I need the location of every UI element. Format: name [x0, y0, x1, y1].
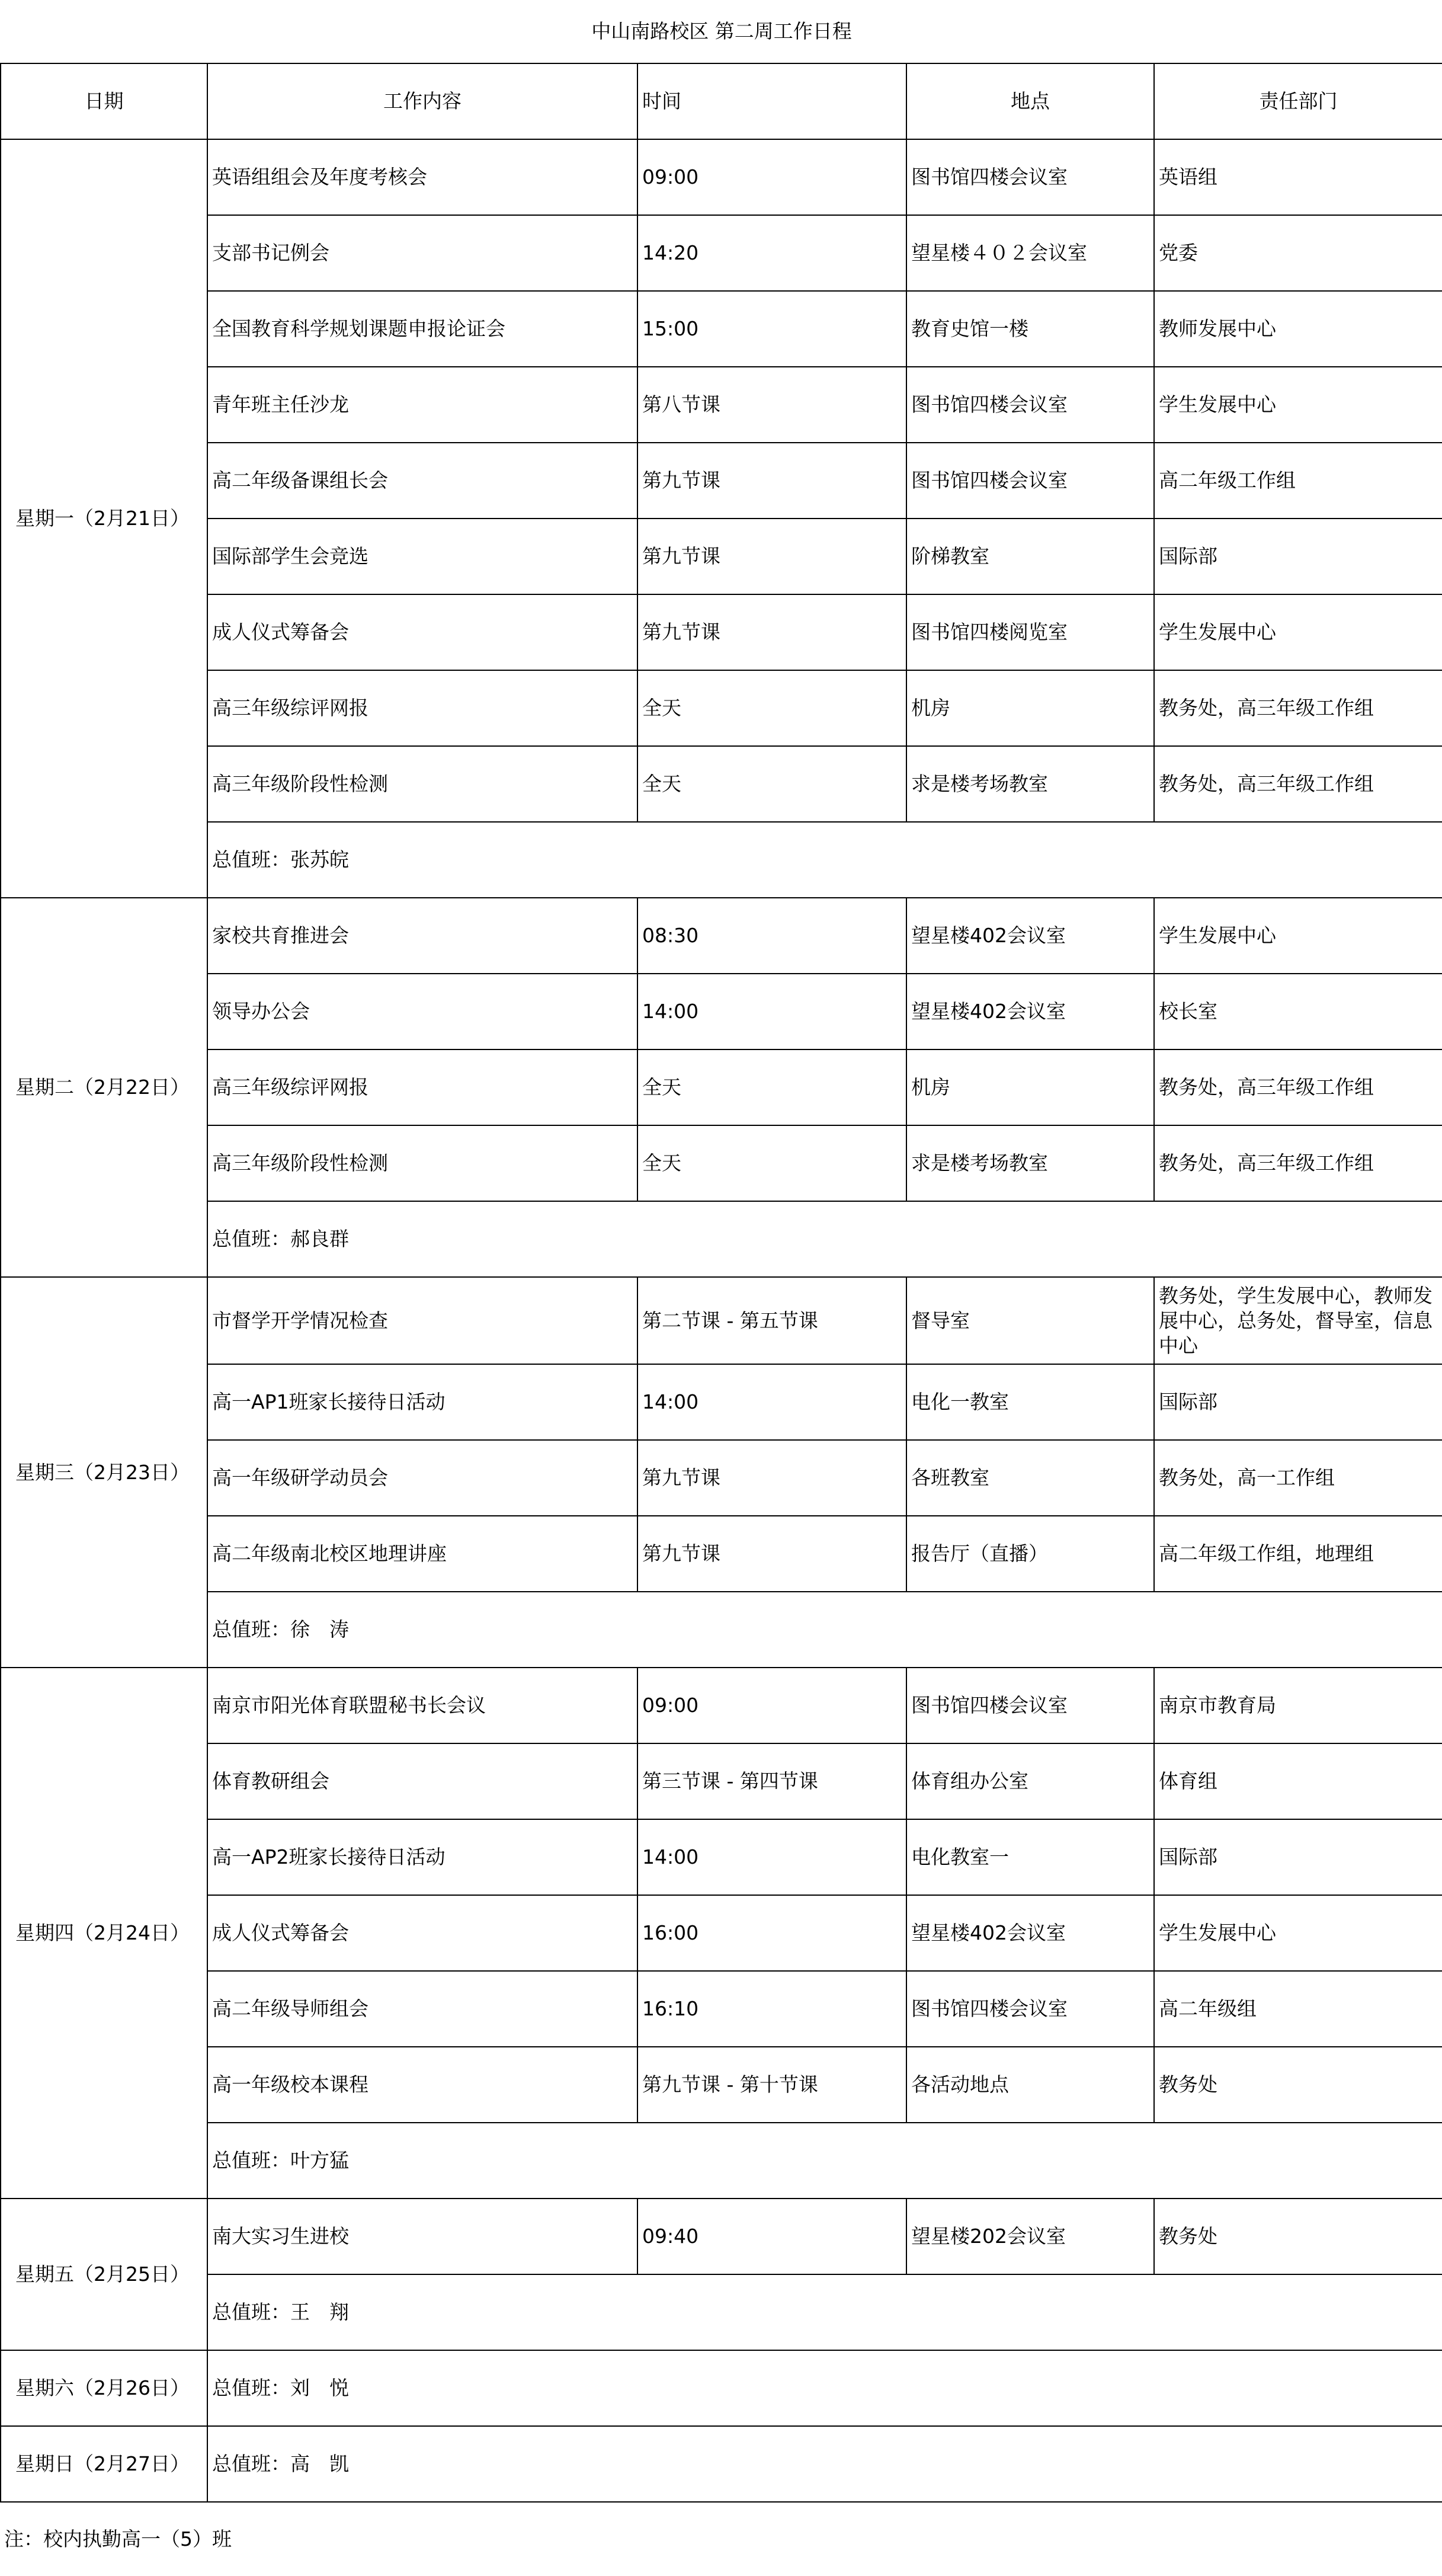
duty-row [1, 822, 1442, 898]
event-time: 14:00 [637, 974, 906, 1049]
event-place: 图书馆四楼会议室 [906, 1971, 1154, 2047]
event-time: 全天 [637, 670, 906, 746]
event-time: 14:00 [637, 1364, 906, 1440]
event-content: 市督学开学情况检查 [207, 1277, 637, 1364]
event-place: 望星楼202会议室 [906, 2199, 1154, 2274]
table-row [1, 2199, 1442, 2274]
table-row [1, 1819, 1442, 1895]
duty-row [1, 2350, 1442, 2426]
table-row [1, 367, 1442, 443]
event-dept: 教师发展中心 [1154, 291, 1442, 367]
note-row [1, 2502, 1442, 2576]
event-place: 求是楼考场教室 [906, 1125, 1154, 1201]
date-cell: 星期日（2月27日） [1, 2426, 207, 2502]
duty-cell: 总值班：王 翔 [207, 2274, 1442, 2350]
event-time: 全天 [637, 1049, 906, 1125]
event-dept: 教务处，高三年级工作组 [1154, 1049, 1442, 1125]
event-time: 第九节课 - 第十节课 [637, 2047, 906, 2123]
event-content: 国际部学生会竞选 [207, 519, 637, 594]
event-time: 14:20 [637, 215, 906, 291]
table-row [1, 1743, 1442, 1819]
event-content: 高二年级导师组会 [207, 1971, 637, 2047]
event-place: 图书馆四楼会议室 [906, 443, 1154, 519]
duty-cell: 总值班：张苏皖 [207, 822, 1442, 898]
table-row [1, 1277, 1442, 1364]
event-time: 第九节课 [637, 1516, 906, 1592]
table-row [1, 1516, 1442, 1592]
event-time: 09:00 [637, 1668, 906, 1743]
event-content: 成人仪式筹备会 [207, 594, 637, 670]
event-place: 阶梯教室 [906, 519, 1154, 594]
event-time: 09:40 [637, 2199, 906, 2274]
event-content: 领导办公会 [207, 974, 637, 1049]
event-content: 家校共育推进会 [207, 898, 637, 974]
table-row [1, 594, 1442, 670]
table-row [1, 139, 1442, 215]
event-place: 图书馆四楼会议室 [906, 1668, 1154, 1743]
event-content: 支部书记例会 [207, 215, 637, 291]
event-place: 电化教室一 [906, 1819, 1154, 1895]
event-content: 南大实习生进校 [207, 2199, 637, 2274]
event-place: 各班教室 [906, 1440, 1154, 1516]
event-content: 高三年级阶段性检测 [207, 746, 637, 822]
duty-cell: 总值班：刘 悦 [207, 2350, 1442, 2426]
table-row [1, 1364, 1442, 1440]
event-dept: 校长室 [1154, 974, 1442, 1049]
event-dept: 学生发展中心 [1154, 898, 1442, 974]
event-time: 第八节课 [637, 367, 906, 443]
event-dept: 学生发展中心 [1154, 367, 1442, 443]
table-row [1, 974, 1442, 1049]
event-content: 高三年级阶段性检测 [207, 1125, 637, 1201]
event-content: 高三年级综评网报 [207, 670, 637, 746]
event-time: 第九节课 [637, 443, 906, 519]
event-place: 督导室 [906, 1277, 1154, 1364]
duty-row [1, 1201, 1442, 1277]
event-content: 青年班主任沙龙 [207, 367, 637, 443]
event-place: 机房 [906, 670, 1154, 746]
event-time: 第二节课 - 第五节课 [637, 1277, 906, 1364]
duty-cell: 总值班：郝良群 [207, 1201, 1442, 1277]
event-dept: 教务处 [1154, 2199, 1442, 2274]
table-row [1, 746, 1442, 822]
event-time: 16:00 [637, 1895, 906, 1971]
event-place: 机房 [906, 1049, 1154, 1125]
event-time: 09:00 [637, 139, 906, 215]
event-dept: 教务处，高一工作组 [1154, 1440, 1442, 1516]
note-text: 注：校内执勤高一（5）班 [1, 2502, 1442, 2576]
event-content: 高二年级备课组长会 [207, 443, 637, 519]
event-dept: 教务处，高三年级工作组 [1154, 670, 1442, 746]
duty-row [1, 2123, 1442, 2199]
event-dept: 国际部 [1154, 519, 1442, 594]
date-cell: 星期一（2月21日） [1, 139, 207, 898]
event-place: 望星楼402会议室 [906, 898, 1154, 974]
event-place: 图书馆四楼会议室 [906, 367, 1154, 443]
event-dept: 学生发展中心 [1154, 594, 1442, 670]
table-row [1, 1971, 1442, 2047]
event-dept: 高二年级工作组，地理组 [1154, 1516, 1442, 1592]
event-time: 全天 [637, 1125, 906, 1201]
event-content: 高一年级研学动员会 [207, 1440, 637, 1516]
event-time: 全天 [637, 746, 906, 822]
table-row [1, 215, 1442, 291]
event-dept: 南京市教育局 [1154, 1668, 1442, 1743]
event-place: 各活动地点 [906, 2047, 1154, 2123]
event-place: 体育组办公室 [906, 1743, 1154, 1819]
event-dept: 英语组 [1154, 139, 1442, 215]
event-content: 体育教研组会 [207, 1743, 637, 1819]
page-title: 中山南路校区 第二周工作日程 [1, 0, 1442, 63]
event-place: 求是楼考场教室 [906, 746, 1154, 822]
event-time: 第九节课 [637, 1440, 906, 1516]
event-dept: 国际部 [1154, 1364, 1442, 1440]
event-time: 16:10 [637, 1971, 906, 2047]
event-content: 高一年级校本课程 [207, 2047, 637, 2123]
event-time: 第三节课 - 第四节课 [637, 1743, 906, 1819]
title-row [1, 0, 1442, 63]
event-content: 高二年级南北校区地理讲座 [207, 1516, 637, 1592]
event-time: 15:00 [637, 291, 906, 367]
event-place: 望星楼４０２会议室 [906, 215, 1154, 291]
table-row [1, 1125, 1442, 1201]
event-dept: 体育组 [1154, 1743, 1442, 1819]
table-row [1, 670, 1442, 746]
event-dept: 教务处，学生发展中心，教师发展中心，总务处，督导室，信息中心 [1154, 1277, 1442, 1364]
header-row [1, 63, 1442, 139]
event-dept: 教务处 [1154, 2047, 1442, 2123]
event-content: 全国教育科学规划课题申报论证会 [207, 291, 637, 367]
table-row [1, 1440, 1442, 1516]
event-time: 14:00 [637, 1819, 906, 1895]
header-content: 工作内容 [207, 63, 637, 139]
table-row [1, 1049, 1442, 1125]
header-place: 地点 [906, 63, 1154, 139]
event-content: 高一AP2班家长接待日活动 [207, 1819, 637, 1895]
event-content: 英语组组会及年度考核会 [207, 139, 637, 215]
event-place: 报告厅（直播） [906, 1516, 1154, 1592]
table-row [1, 443, 1442, 519]
duty-cell: 总值班：徐 涛 [207, 1592, 1442, 1668]
event-time: 第九节课 [637, 594, 906, 670]
event-dept: 教务处，高三年级工作组 [1154, 1125, 1442, 1201]
event-content: 成人仪式筹备会 [207, 1895, 637, 1971]
event-content: 高三年级综评网报 [207, 1049, 637, 1125]
event-dept: 高二年级工作组 [1154, 443, 1442, 519]
header-time: 时间 [637, 63, 906, 139]
table-row [1, 898, 1442, 974]
event-dept: 国际部 [1154, 1819, 1442, 1895]
event-place: 电化一教室 [906, 1364, 1154, 1440]
event-place: 望星楼402会议室 [906, 974, 1154, 1049]
date-cell: 星期二（2月22日） [1, 898, 207, 1277]
table-row [1, 1668, 1442, 1743]
date-cell: 星期四（2月24日） [1, 1668, 207, 2199]
event-dept: 党委 [1154, 215, 1442, 291]
duty-cell: 总值班：高 凯 [207, 2426, 1442, 2502]
duty-row [1, 2274, 1442, 2350]
date-cell: 星期五（2月25日） [1, 2199, 207, 2350]
event-place: 教育史馆一楼 [906, 291, 1154, 367]
duty-cell: 总值班：叶方猛 [207, 2123, 1442, 2199]
event-place: 图书馆四楼阅览室 [906, 594, 1154, 670]
duty-row [1, 1592, 1442, 1668]
event-time: 第九节课 [637, 519, 906, 594]
event-content: 高一AP1班家长接待日活动 [207, 1364, 637, 1440]
event-dept: 高二年级组 [1154, 1971, 1442, 2047]
header-date: 日期 [1, 63, 207, 139]
table-row [1, 1895, 1442, 1971]
table-row [1, 519, 1442, 594]
date-cell: 星期六（2月26日） [1, 2350, 207, 2426]
table-row [1, 291, 1442, 367]
date-cell: 星期三（2月23日） [1, 1277, 207, 1668]
event-dept: 学生发展中心 [1154, 1895, 1442, 1971]
event-dept: 教务处，高三年级工作组 [1154, 746, 1442, 822]
header-dept: 责任部门 [1154, 63, 1442, 139]
event-place: 图书馆四楼会议室 [906, 139, 1154, 215]
event-place: 望星楼402会议室 [906, 1895, 1154, 1971]
event-time: 08:30 [637, 898, 906, 974]
event-content: 南京市阳光体育联盟秘书长会议 [207, 1668, 637, 1743]
duty-row [1, 2426, 1442, 2502]
table-row [1, 2047, 1442, 2123]
